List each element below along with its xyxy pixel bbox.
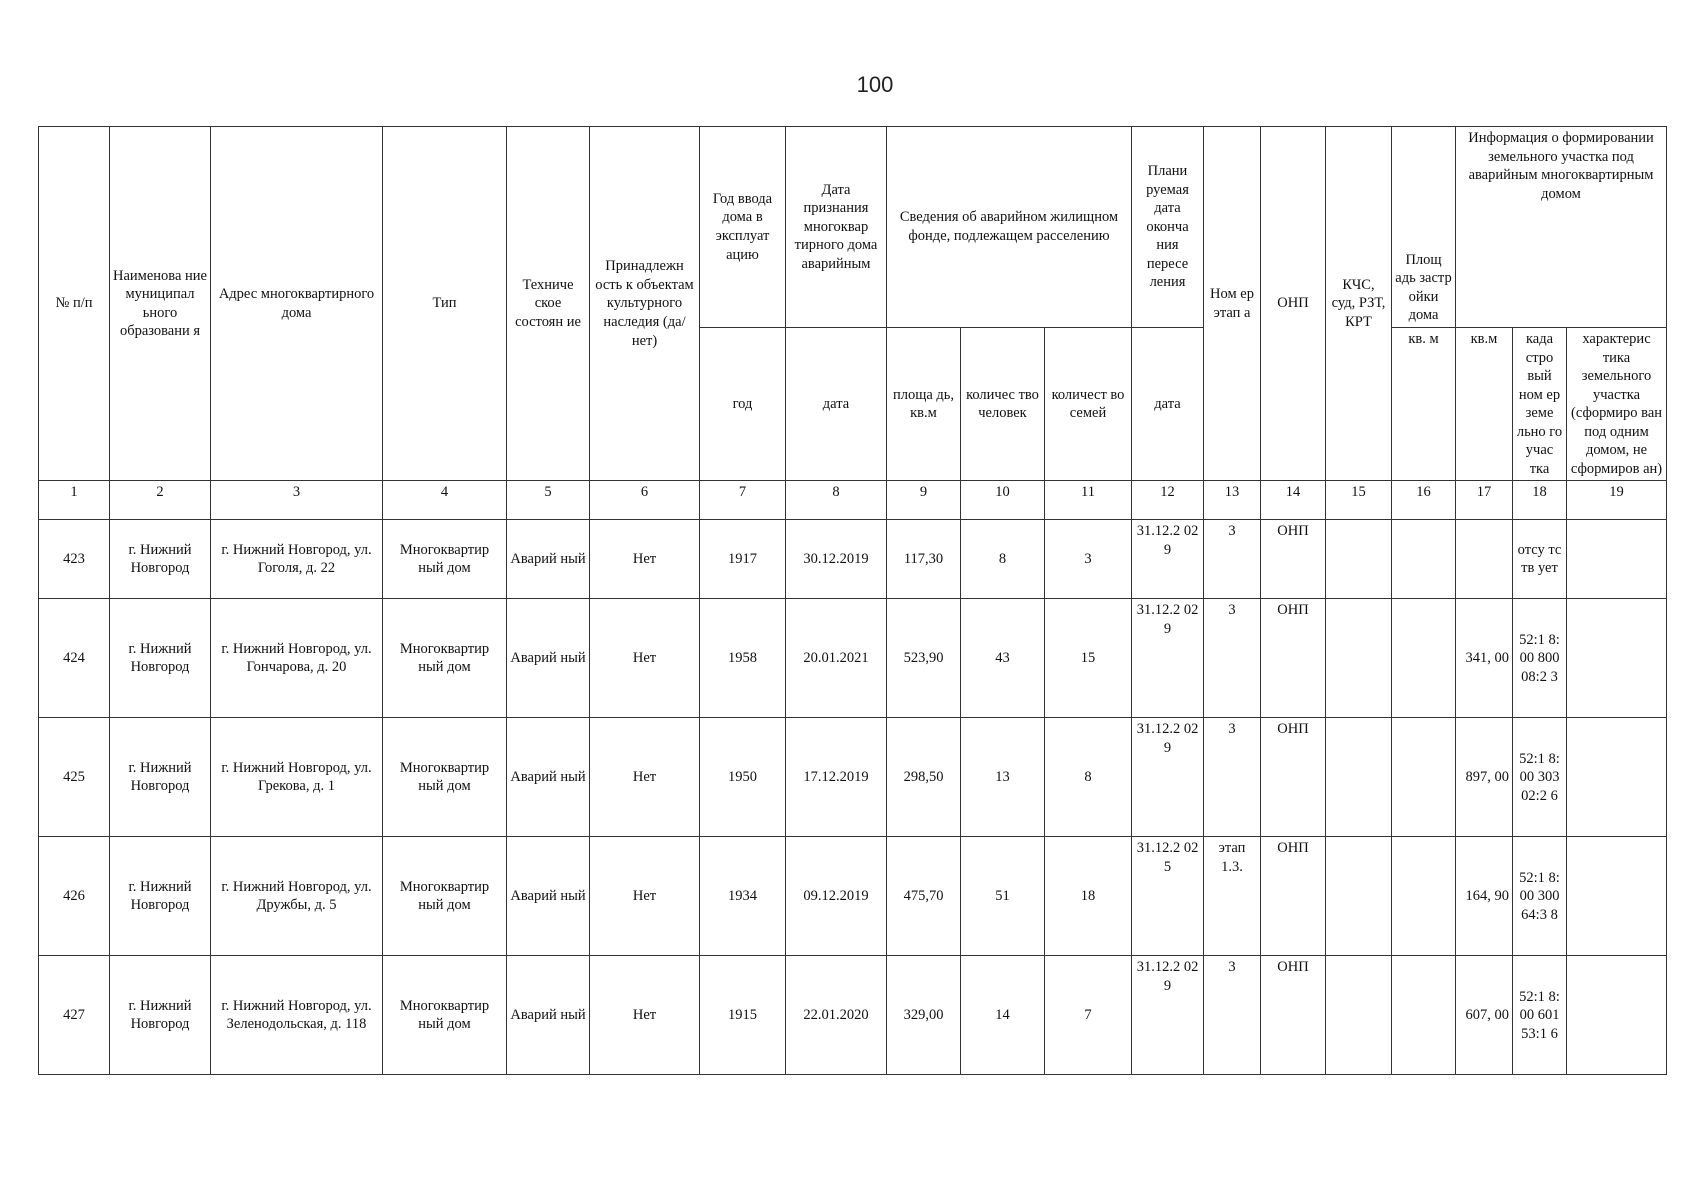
cell-stage: этап 1.3. xyxy=(1204,837,1261,956)
cell-area: 117,30 xyxy=(887,520,961,599)
column-number: 9 xyxy=(887,481,961,520)
column-number: 2 xyxy=(110,481,211,520)
cell-onp: ОНП xyxy=(1261,718,1326,837)
cell-year: 1934 xyxy=(700,837,786,956)
cell-date-emergency: 20.01.2021 xyxy=(786,599,887,718)
column-number: 17 xyxy=(1456,481,1513,520)
table-row xyxy=(39,837,1667,956)
cell-onp: ОНП xyxy=(1261,520,1326,599)
cell-cadastral: отсу тств ует xyxy=(1513,520,1567,599)
cell-date-emergency: 22.01.2020 xyxy=(786,956,887,1075)
cell-area: 523,90 xyxy=(887,599,961,718)
table-row xyxy=(39,718,1667,837)
cell-num: 426 xyxy=(39,837,110,956)
cell-build-area xyxy=(1392,599,1456,718)
header-type: Тип xyxy=(383,127,507,481)
cell-land-area: 607, 00 xyxy=(1456,956,1513,1075)
cell-heritage: Нет xyxy=(590,956,700,1075)
header-date-emergency: Дата признания многоквар тирного дома аварийным xyxy=(786,127,887,328)
header-onp: ОНП xyxy=(1261,127,1326,481)
header-row-top xyxy=(39,127,1667,328)
cell-families: 18 xyxy=(1045,837,1132,956)
cell-stage: 3 xyxy=(1204,956,1261,1075)
column-number: 4 xyxy=(383,481,507,520)
table-row xyxy=(39,599,1667,718)
cell-year: 1915 xyxy=(700,956,786,1075)
cell-families: 8 xyxy=(1045,718,1132,837)
cell-heritage: Нет xyxy=(590,837,700,956)
cell-build-area xyxy=(1392,718,1456,837)
cell-people: 14 xyxy=(961,956,1045,1075)
cell-condition: Аварий ный xyxy=(507,520,590,599)
cell-cadastral: 52:1 8:00 800 08:2 3 xyxy=(1513,599,1567,718)
cell-families: 3 xyxy=(1045,520,1132,599)
cell-num: 427 xyxy=(39,956,110,1075)
header-group-housing: Сведения об аварийном жилищном фонде, подлежащем расселению xyxy=(887,127,1132,328)
cell-land-char xyxy=(1567,837,1667,956)
cell-people: 8 xyxy=(961,520,1045,599)
cell-municipality: г. Нижний Новгород xyxy=(110,837,211,956)
cell-area: 475,70 xyxy=(887,837,961,956)
header-year: Год ввода дома в эксплуат ацию xyxy=(700,127,786,328)
column-number: 19 xyxy=(1567,481,1667,520)
cell-build-area xyxy=(1392,956,1456,1075)
cell-land-char xyxy=(1567,718,1667,837)
cell-date-emergency: 17.12.2019 xyxy=(786,718,887,837)
header-date-sub: дата xyxy=(786,328,887,481)
cell-people: 51 xyxy=(961,837,1045,956)
column-number: 10 xyxy=(961,481,1045,520)
cell-date-emergency: 09.12.2019 xyxy=(786,837,887,956)
column-number: 12 xyxy=(1132,481,1204,520)
cell-kchs xyxy=(1326,718,1392,837)
header-resettle-date: Плани руемая дата оконча ния пересе ления xyxy=(1132,127,1204,328)
cell-cadastral: 52:1 8:00 601 53:1 6 xyxy=(1513,956,1567,1075)
cell-stage: 3 xyxy=(1204,599,1261,718)
cell-people: 13 xyxy=(961,718,1045,837)
cell-address: г. Нижний Новгород, ул. Грекова, д. 1 xyxy=(211,718,383,837)
cell-year: 1917 xyxy=(700,520,786,599)
cell-land-char xyxy=(1567,956,1667,1075)
cell-heritage: Нет xyxy=(590,718,700,837)
column-number-row xyxy=(39,481,1667,520)
cell-date-emergency: 30.12.2019 xyxy=(786,520,887,599)
cell-cadastral: 52:1 8:00 300 64:3 8 xyxy=(1513,837,1567,956)
cell-num: 425 xyxy=(39,718,110,837)
cell-land-area: 164, 90 xyxy=(1456,837,1513,956)
cell-onp: ОНП xyxy=(1261,599,1326,718)
column-number: 11 xyxy=(1045,481,1132,520)
cell-municipality: г. Нижний Новгород xyxy=(110,956,211,1075)
cell-cadastral: 52:1 8:00 303 02:2 6 xyxy=(1513,718,1567,837)
cell-resettle-date: 31.12.2 029 xyxy=(1132,718,1204,837)
table-row xyxy=(39,520,1667,599)
column-number: 18 xyxy=(1513,481,1567,520)
header-build-area-sub: кв. м xyxy=(1392,328,1456,481)
cell-type: Многоквартир ный дом xyxy=(383,956,507,1075)
cell-condition: Аварий ный xyxy=(507,718,590,837)
header-cadastral: када стро вый ном ер земе льно го учас тка xyxy=(1513,328,1567,481)
cell-kchs xyxy=(1326,520,1392,599)
cell-type: Многоквартир ный дом xyxy=(383,599,507,718)
emergency-housing-table xyxy=(38,126,1667,1075)
header-area-sub: площа дь, кв.м xyxy=(887,328,961,481)
cell-area: 329,00 xyxy=(887,956,961,1075)
cell-kchs xyxy=(1326,599,1392,718)
cell-resettle-date: 31.12.2 029 xyxy=(1132,520,1204,599)
cell-municipality: г. Нижний Новгород xyxy=(110,718,211,837)
header-people-sub: количес тво человек xyxy=(961,328,1045,481)
cell-type: Многоквартир ный дом xyxy=(383,718,507,837)
cell-condition: Аварий ный xyxy=(507,599,590,718)
header-land-area-sub: кв.м xyxy=(1456,328,1513,481)
cell-address: г. Нижний Новгород, ул. Гончарова, д. 20 xyxy=(211,599,383,718)
column-number: 13 xyxy=(1204,481,1261,520)
cell-land-char xyxy=(1567,599,1667,718)
header-condition: Техниче ское состоян ие xyxy=(507,127,590,481)
cell-municipality: г. Нижний Новгород xyxy=(110,520,211,599)
cell-num: 424 xyxy=(39,599,110,718)
cell-type: Многоквартир ный дом xyxy=(383,520,507,599)
cell-onp: ОНП xyxy=(1261,837,1326,956)
column-number: 3 xyxy=(211,481,383,520)
cell-type: Многоквартир ный дом xyxy=(383,837,507,956)
cell-land-area: 341, 00 xyxy=(1456,599,1513,718)
header-group-land: Информация о формировании земельного участка под аварийным многоквартирным домом xyxy=(1456,127,1667,328)
column-number: 16 xyxy=(1392,481,1456,520)
cell-kchs xyxy=(1326,956,1392,1075)
cell-year: 1958 xyxy=(700,599,786,718)
cell-land-char xyxy=(1567,520,1667,599)
cell-num: 423 xyxy=(39,520,110,599)
cell-stage: 3 xyxy=(1204,520,1261,599)
header-row-number: № п/п xyxy=(39,127,110,481)
cell-condition: Аварий ный xyxy=(507,837,590,956)
cell-stage: 3 xyxy=(1204,718,1261,837)
page-number: 100 xyxy=(856,72,894,97)
column-number: 1 xyxy=(39,481,110,520)
cell-resettle-date: 31.12.2 029 xyxy=(1132,956,1204,1075)
header-year-sub: год xyxy=(700,328,786,481)
cell-kchs xyxy=(1326,837,1392,956)
header-build-area: Площ адь застр ойки дома xyxy=(1392,127,1456,328)
cell-land-area: 897, 00 xyxy=(1456,718,1513,837)
header-municipality: Наименова ние муниципал ьного образовани я xyxy=(110,127,211,481)
cell-municipality: г. Нижний Новгород xyxy=(110,599,211,718)
cell-condition: Аварий ный xyxy=(507,956,590,1075)
cell-people: 43 xyxy=(961,599,1045,718)
cell-onp: ОНП xyxy=(1261,956,1326,1075)
table-row xyxy=(39,956,1667,1075)
header-land-char: характерис тика земельного участка (сформиро ван под одним домом, не сформиров ан) xyxy=(1567,328,1667,481)
cell-address: г. Нижний Новгород, ул. Зеленодольская, д. 118 xyxy=(211,956,383,1075)
cell-area: 298,50 xyxy=(887,718,961,837)
cell-build-area xyxy=(1392,520,1456,599)
header-heritage: Принадлежн ость к объектам культурного наследия (да/нет) xyxy=(590,127,700,481)
column-number: 15 xyxy=(1326,481,1392,520)
column-number: 8 xyxy=(786,481,887,520)
header-stage: Ном ер этап а xyxy=(1204,127,1261,481)
column-number: 14 xyxy=(1261,481,1326,520)
header-address: Адрес многоквартирного дома xyxy=(211,127,383,481)
cell-heritage: Нет xyxy=(590,599,700,718)
header-resettle-sub: дата xyxy=(1132,328,1204,481)
cell-resettle-date: 31.12.2 025 xyxy=(1132,837,1204,956)
header-kchs: КЧС, суд, РЗТ, КРТ xyxy=(1326,127,1392,481)
cell-families: 15 xyxy=(1045,599,1132,718)
cell-families: 7 xyxy=(1045,956,1132,1075)
column-number: 7 xyxy=(700,481,786,520)
cell-land-area xyxy=(1456,520,1513,599)
column-number: 5 xyxy=(507,481,590,520)
cell-year: 1950 xyxy=(700,718,786,837)
header-families-sub: количест во семей xyxy=(1045,328,1132,481)
column-number: 6 xyxy=(590,481,700,520)
cell-address: г. Нижний Новгород, ул. Дружбы, д. 5 xyxy=(211,837,383,956)
cell-address: г. Нижний Новгород, ул. Гоголя, д. 22 xyxy=(211,520,383,599)
cell-heritage: Нет xyxy=(590,520,700,599)
cell-resettle-date: 31.12.2 029 xyxy=(1132,599,1204,718)
cell-build-area xyxy=(1392,837,1456,956)
